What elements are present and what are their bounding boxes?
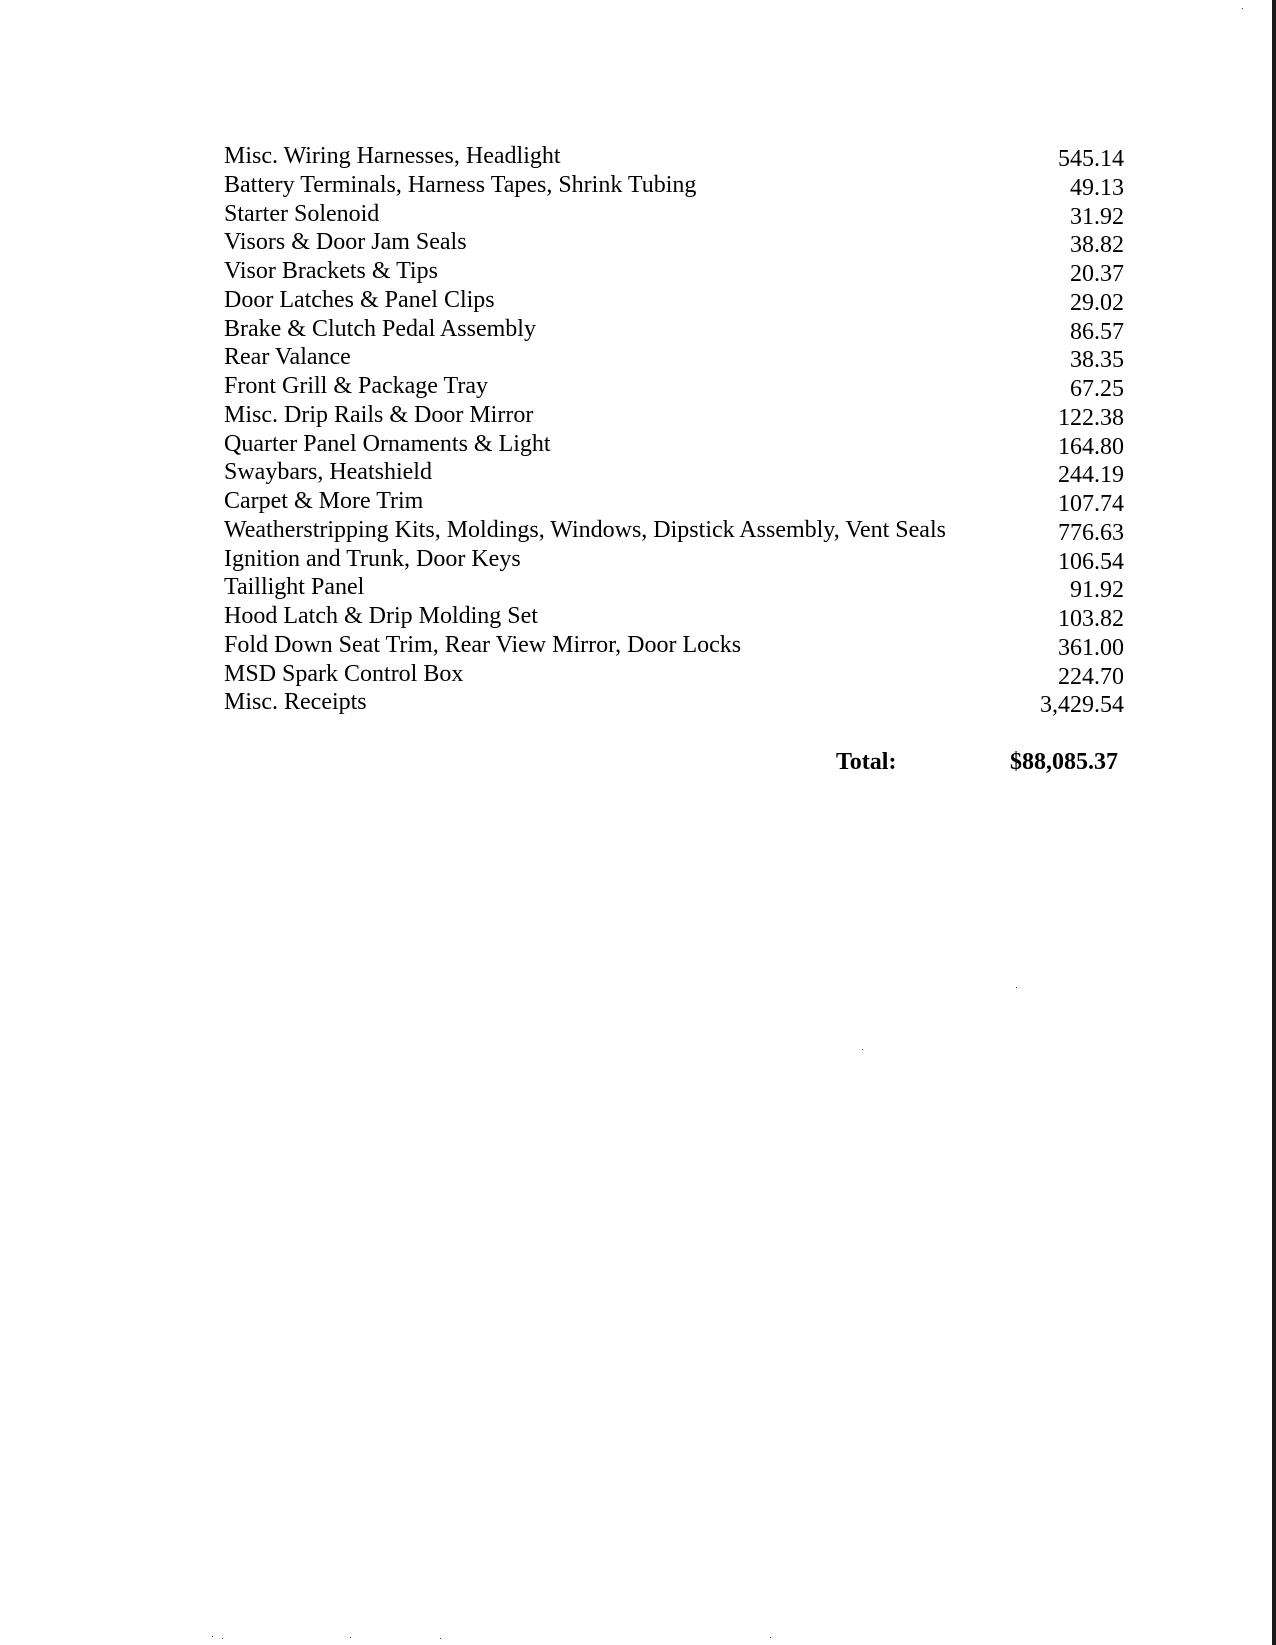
line-item-row	[224, 286, 1124, 315]
line-item-description: Taillight Panel	[224, 574, 365, 601]
line-item-row	[224, 458, 1124, 487]
scan-speck	[222, 1638, 223, 1639]
scan-speck	[350, 1637, 351, 1638]
scan-speck	[1242, 8, 1243, 9]
line-item-amount: 3,429.54	[1040, 692, 1124, 719]
page-edge	[1272, 0, 1276, 1645]
line-item-amount: 49.13	[1070, 174, 1124, 201]
line-item-description: Misc. Drip Rails & Door Mirror	[224, 401, 534, 428]
line-item-description: Weatherstripping Kits, Moldings, Windows, Dipstick Assembly, Vent Seals	[224, 516, 946, 543]
line-item-row	[224, 257, 1124, 286]
scan-speck	[862, 1049, 863, 1050]
line-item-row	[224, 487, 1124, 516]
scan-speck	[1016, 987, 1017, 988]
scan-speck	[212, 1636, 213, 1637]
line-item-amount: 29.02	[1070, 289, 1124, 316]
line-item-row	[224, 200, 1124, 229]
line-item-description: Quarter Panel Ornaments & Light	[224, 430, 551, 457]
scan-speck	[440, 1638, 441, 1639]
line-item-description: Misc. Wiring Harnesses, Headlight	[224, 143, 561, 169]
line-item-description: Front Grill & Package Tray	[224, 373, 488, 399]
line-item-amount: 31.92	[1070, 203, 1124, 230]
line-item-amount: 38.35	[1070, 347, 1124, 374]
line-item-row	[224, 602, 1124, 631]
line-item-description: Carpet & More Trim	[224, 488, 424, 514]
line-item-amount: 103.82	[1058, 606, 1124, 632]
line-item-description: Battery Terminals, Harness Tapes, Shrink Tubing	[224, 171, 697, 198]
line-item-amount: 545.14	[1058, 146, 1124, 172]
line-item-amount: 122.38	[1058, 404, 1124, 431]
line-item-amount: 164.80	[1058, 433, 1124, 460]
line-item-row	[224, 228, 1124, 257]
line-item-amount: 38.82	[1070, 232, 1124, 259]
total-value: $88,085.37	[1010, 749, 1118, 775]
line-item-amount: 244.19	[1058, 462, 1124, 489]
line-item-amount: 224.70	[1058, 663, 1124, 690]
line-items-list	[224, 142, 1124, 717]
line-item-amount: 91.92	[1070, 577, 1124, 604]
line-item-amount: 107.74	[1058, 491, 1124, 517]
line-item-amount: 86.57	[1070, 318, 1124, 345]
scan-speck	[770, 1637, 771, 1638]
line-item-row	[224, 401, 1124, 430]
line-item-description: Swaybars, Heatshield	[224, 459, 432, 486]
line-item-description: Misc. Receipts	[224, 689, 367, 716]
line-item-row	[224, 343, 1124, 372]
line-item-row	[224, 573, 1124, 602]
line-item-description: Door Latches & Panel Clips	[224, 286, 495, 313]
line-item-amount: 20.37	[1070, 261, 1124, 287]
line-item-description: MSD Spark Control Box	[224, 660, 464, 687]
total-label: Total:	[836, 749, 897, 775]
line-item-description: Brake & Clutch Pedal Assembly	[224, 315, 536, 342]
line-item-description: Hood Latch & Drip Molding Set	[224, 603, 538, 629]
line-item-description: Rear Valance	[224, 344, 351, 371]
line-item-row	[224, 660, 1124, 689]
line-item-description: Visors & Door Jam Seals	[224, 229, 467, 256]
line-item-description: Fold Down Seat Trim, Rear View Mirror, Door Locks	[224, 631, 742, 658]
line-item-row	[224, 631, 1124, 660]
line-item-amount: 106.54	[1058, 548, 1124, 575]
line-item-row	[224, 142, 1124, 171]
line-item-description: Starter Solenoid	[224, 200, 380, 227]
line-item-row	[224, 315, 1124, 344]
line-item-row	[224, 516, 1124, 545]
line-item-amount: 67.25	[1070, 376, 1124, 402]
line-item-row	[224, 545, 1124, 574]
line-item-row	[224, 430, 1124, 459]
line-item-row	[224, 372, 1124, 401]
line-item-row	[224, 171, 1124, 200]
line-item-description: Ignition and Trunk, Door Keys	[224, 545, 521, 572]
line-item-amount: 776.63	[1058, 519, 1124, 546]
line-item-row	[224, 688, 1124, 717]
line-item-description: Visor Brackets & Tips	[224, 258, 438, 284]
line-item-amount: 361.00	[1058, 634, 1124, 661]
